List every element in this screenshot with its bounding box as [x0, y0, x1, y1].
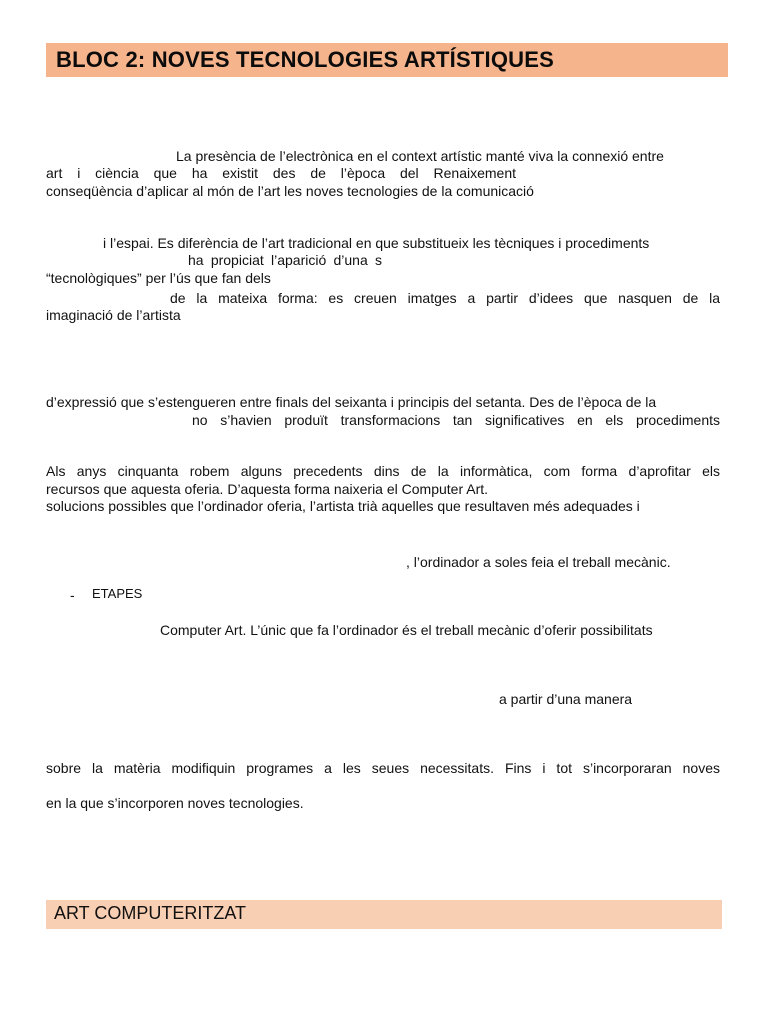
page-title: BLOC 2: NOVES TECNOLOGIES ARTÍSTIQUES [56, 47, 554, 72]
text-line: d’expressió que s’estengueren entre finals del seixanta i principis del setanta. Des de l’època de la [46, 394, 657, 410]
text-line: de la mateixa forma: es creuen imatges a partir d’idees que nasquen de la [170, 290, 720, 306]
list-item-etapes: ETAPES [92, 586, 143, 601]
text-line: i l’espai. Es diferència de l’art tradicional en que substitueix les tècniques i procediments [103, 235, 650, 251]
text-line: Als anys cinquanta robem alguns precedents dins de la informàtica, com forma d’aprofitar els [46, 463, 720, 479]
text-line: sobre la matèria modifiquin programes a les seues necessitats. Fins i tot s’incorporaran noves [46, 760, 720, 776]
text-line: “tecnològiques” per l’ús que fan dels [46, 270, 271, 286]
text-line: solucions possibles que l’ordinador oferia, l’artista trià aquelles que resultaven més adequades i [46, 498, 640, 514]
text-line: ha propiciat l’aparició d’una s [188, 252, 382, 268]
text-line: art i ciència que ha existit des de l’època del Renaixement [46, 165, 516, 181]
text-line: a partir d’una manera [499, 691, 633, 707]
header-bar [46, 43, 728, 77]
section-header-bar [46, 900, 722, 929]
list-bullet: - [70, 587, 75, 603]
section-title: ART COMPUTERITZAT [54, 903, 247, 923]
text-line: recursos que aquesta oferia. D’aquesta forma naixeria el Computer Art. [46, 481, 489, 497]
text-line: no s’havien produït transformacions tan significatives en els procediments [192, 412, 720, 428]
text-line: , l’ordinador a soles feia el treball mecànic. [406, 554, 671, 570]
text-line: imaginació de l’artista [46, 307, 181, 323]
text-line: Computer Art. L’únic que fa l’ordinador és el treball mecànic d’oferir possibilitats [160, 622, 653, 638]
text-line: en la que s’incorporen noves tecnologies. [46, 795, 304, 811]
text-line: conseqüència d’aplicar al món de l’art les noves tecnologies de la comunicació [46, 183, 534, 199]
text-line: La presència de l’electrònica en el context artístic manté viva la connexió entre [176, 148, 664, 164]
